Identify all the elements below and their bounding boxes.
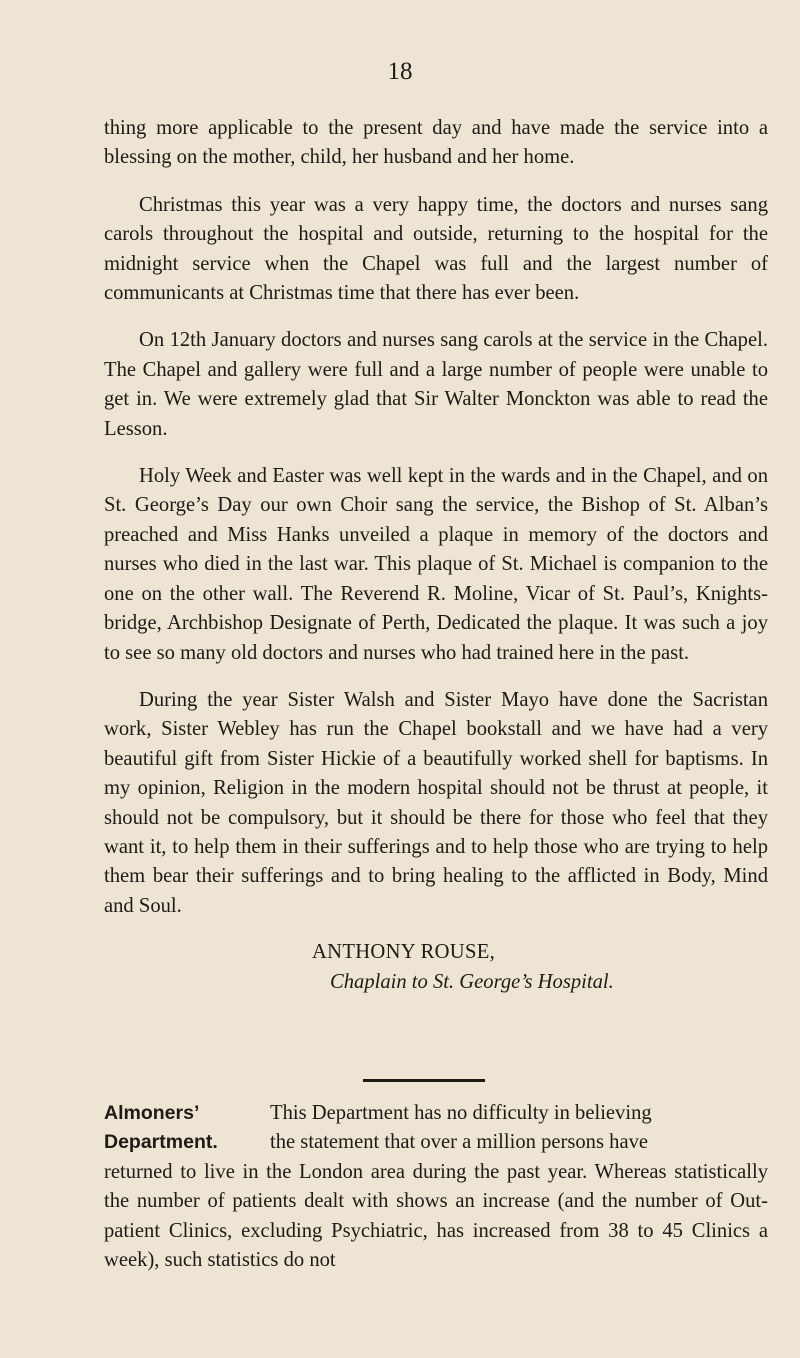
- section-text-line: This Department has no difficulty in believing: [270, 1102, 652, 1124]
- section-heading-row: [104, 1099, 768, 1158]
- section-heading: [104, 1099, 270, 1158]
- section-body: returned to live in the London area during the past year. Whereas statistically the number of patients dealt with shows an increase (and the number of Out-patient Clinics, excluding Psychiatric, has increased from 38 to 45 Clinics a week), such statistics do not: [104, 1160, 768, 1272]
- paragraph: During the year Sister Walsh and Sister Mayo have done the Sacristan work, Sister Webley has run the Chapel bookstall and we have had a very beautiful gift from Sister Hickie of a beautifully worked shell for baptisms. In my opinion, Religion in the modern hospital should not be thrust at people, it should not be compulsory, but it should be there for those who feel that they want it, to help them in their sufferings and to help those who are trying to help them bear their sufferings and to bring healing to the afflicted in Body, Mind and Soul.: [104, 688, 768, 917]
- signature-title: Chaplain to St. George’s Hospital.: [330, 971, 614, 994]
- paragraph: On 12th January doctors and nurses sang carols at the service in the Chapel. The Chapel and gallery were full and a large number of people were unable to get in. We were extremely glad that Sir Walter Monckton was able to read the Lesson.: [104, 329, 768, 440]
- section-heading-line: Almoners’: [104, 1102, 200, 1124]
- signature-name: ANTHONY ROUSE,: [312, 941, 496, 964]
- signature-block: [104, 937, 768, 997]
- section-divider: [363, 1079, 485, 1082]
- page-number: 18: [387, 58, 413, 85]
- section-heading-line: Department.: [104, 1131, 218, 1154]
- paragraph: thing more applicable to the present day and have made the service into a blessing on the mother, child, her husband and her home.: [104, 117, 768, 169]
- paragraph: Holy Week and Easter was well kept in the wards and in the Chapel, and on St. George’s Day our own Choir sang the service, the Bishop of St. Alban’s preached and Miss Hanks unveiled a plaque in memory of the doctors and nurses who died in the last war. This plaque of St. Michael is companion to the one on the other wall. The Reverend R. Moline, Vicar of St. Paul’s, Knights- bridge, Archbishop Designate of Perth, Dedicated the plaque. It was such a joy to see so many old doctors and nurses who had trained here in the past.: [104, 465, 768, 664]
- body-text: [104, 114, 768, 997]
- section-opening-text: [270, 1099, 768, 1158]
- almoners-section: [104, 1099, 768, 1275]
- paragraph: Christmas this year was a very happy time, the doctors and nurses sang carols throughout the hospital and outside, returning to the hospital for the midnight service when the Chapel was full and the largest number of communicants at Christmas time that there has ever been.: [104, 193, 768, 305]
- section-text-line: the statement that over a million persons have: [270, 1131, 649, 1154]
